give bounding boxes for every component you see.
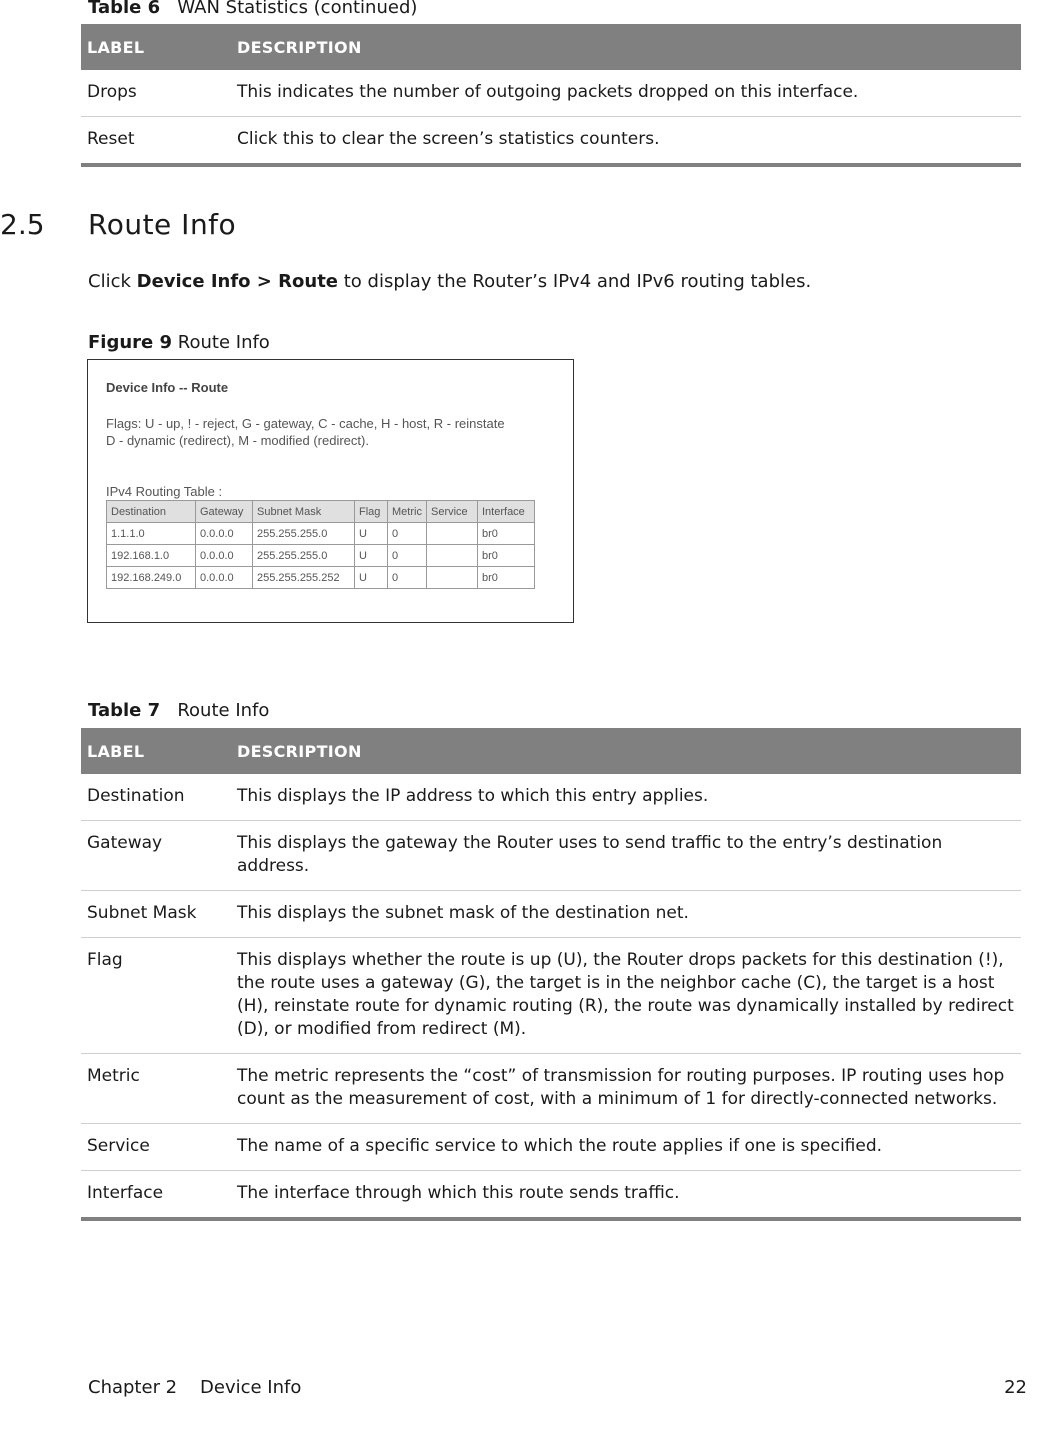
table-row xyxy=(107,523,535,545)
section-number: 2.5 xyxy=(0,208,45,241)
table7-caption-title: Route Info xyxy=(177,700,270,721)
col-destination: Destination xyxy=(107,501,196,523)
cell xyxy=(427,523,478,545)
row-description: This displays the gateway the Router uses to send traffic to the entry’s destination address. xyxy=(231,821,1021,891)
col-metric: Metric xyxy=(388,501,427,523)
cell: U xyxy=(355,523,388,545)
col-gateway: Gateway xyxy=(196,501,253,523)
row-label: Drops xyxy=(81,70,231,117)
cell: 0.0.0.0 xyxy=(196,545,253,567)
cell: 1.1.1.0 xyxy=(107,523,196,545)
table-row xyxy=(81,821,1021,891)
table7-header-label: LABEL xyxy=(81,728,231,774)
cell: 0 xyxy=(388,523,427,545)
row-label: Gateway xyxy=(81,821,231,891)
col-flag: Flag xyxy=(355,501,388,523)
table-row xyxy=(107,545,535,567)
cell: U xyxy=(355,545,388,567)
row-description: This indicates the number of outgoing packets dropped on this interface. xyxy=(231,70,1021,117)
table7 xyxy=(81,728,1021,1221)
row-description: The interface through which this route sends traffic. xyxy=(231,1171,1021,1220)
table6 xyxy=(81,24,1021,167)
cell: 192.168.249.0 xyxy=(107,567,196,589)
cell xyxy=(427,545,478,567)
para-pre: Click xyxy=(88,271,137,292)
col-service: Service xyxy=(427,501,478,523)
footer-chapter xyxy=(88,1377,301,1398)
row-label: Metric xyxy=(81,1054,231,1124)
col-subnet-mask: Subnet Mask xyxy=(253,501,355,523)
cell: 0.0.0.0 xyxy=(196,567,253,589)
table-row xyxy=(81,774,1021,821)
row-label: Service xyxy=(81,1124,231,1171)
flags-legend xyxy=(106,415,505,449)
row-label: Flag xyxy=(81,938,231,1054)
row-description: This displays the IP address to which this entry applies. xyxy=(231,774,1021,821)
row-label: Destination xyxy=(81,774,231,821)
figure-caption-label: Figure 9 xyxy=(88,332,173,353)
table-row xyxy=(81,70,1021,117)
section-title: Route Info xyxy=(88,208,237,241)
row-label: Subnet Mask xyxy=(81,891,231,938)
cell xyxy=(427,567,478,589)
route-info-screenshot xyxy=(87,359,574,623)
figure-caption-title: Route Info xyxy=(177,332,270,353)
row-label: Reset xyxy=(81,117,231,166)
para-post: to display the Router’s IPv4 and IPv6 routing tables. xyxy=(338,271,812,292)
col-interface: Interface xyxy=(478,501,535,523)
routing-table-label: IPv4 Routing Table : xyxy=(106,484,223,499)
cell: 255.255.255.0 xyxy=(253,545,355,567)
cell: 255.255.255.0 xyxy=(253,523,355,545)
section-paragraph xyxy=(88,271,811,292)
table7-caption xyxy=(88,700,269,721)
table7-header-description: DESCRIPTION xyxy=(231,728,1021,774)
screen-title: Device Info -- Route xyxy=(106,380,229,395)
cell: 255.255.255.252 xyxy=(253,567,355,589)
table6-caption xyxy=(88,0,417,18)
row-description: Click this to clear the screen’s statistics counters. xyxy=(231,117,1021,166)
row-description: The metric represents the “cost” of transmission for routing purposes. IP routing uses hop count as the measurement of cost, with a minimum of 1 for directly-connected networks. xyxy=(231,1054,1021,1124)
row-description: The name of a specific service to which the route applies if one is specified. xyxy=(231,1124,1021,1171)
cell: br0 xyxy=(478,523,535,545)
table-row xyxy=(81,891,1021,938)
flags-line-1: Flags: U - up, ! - reject, G - gateway, C - cache, H - host, R - reinstate xyxy=(106,416,505,431)
page-number: 22 xyxy=(1004,1377,1027,1398)
table-row xyxy=(107,567,535,589)
cell: U xyxy=(355,567,388,589)
row-description: This displays the subnet mask of the destination net. xyxy=(231,891,1021,938)
table6-caption-title: WAN Statistics (continued) xyxy=(177,0,418,18)
para-bold: Device Info > Route xyxy=(136,271,338,292)
row-description: This displays whether the route is up (U), the Router drops packets for this destination (!), the route uses a gateway (G), the target is in the neighbor cache (C), the target is a host (H), reinstate route for dynamic routing (R), the route was dynamically installed by redirect (D), or modified from redirect (M). xyxy=(231,938,1021,1054)
table6-caption-label: Table 6 xyxy=(88,0,161,18)
cell: 0 xyxy=(388,567,427,589)
footer-chapter-number: Chapter 2 xyxy=(88,1377,178,1398)
table7-caption-label: Table 7 xyxy=(88,700,161,721)
row-label: Interface xyxy=(81,1171,231,1220)
cell: 192.168.1.0 xyxy=(107,545,196,567)
table6-header-description: DESCRIPTION xyxy=(231,24,1021,70)
figure-caption xyxy=(88,332,270,353)
cell: br0 xyxy=(478,567,535,589)
cell: 0.0.0.0 xyxy=(196,523,253,545)
ipv4-routing-table xyxy=(106,500,535,589)
table-row xyxy=(81,1054,1021,1124)
cell: 0 xyxy=(388,545,427,567)
flags-line-2: D - dynamic (redirect), M - modified (redirect). xyxy=(106,433,369,448)
table-row xyxy=(81,1171,1021,1220)
cell: br0 xyxy=(478,545,535,567)
table-row xyxy=(81,1124,1021,1171)
table-row xyxy=(81,117,1021,166)
table6-header-label: LABEL xyxy=(81,24,231,70)
table-row xyxy=(81,938,1021,1054)
footer-chapter-title: Device Info xyxy=(200,1377,302,1398)
